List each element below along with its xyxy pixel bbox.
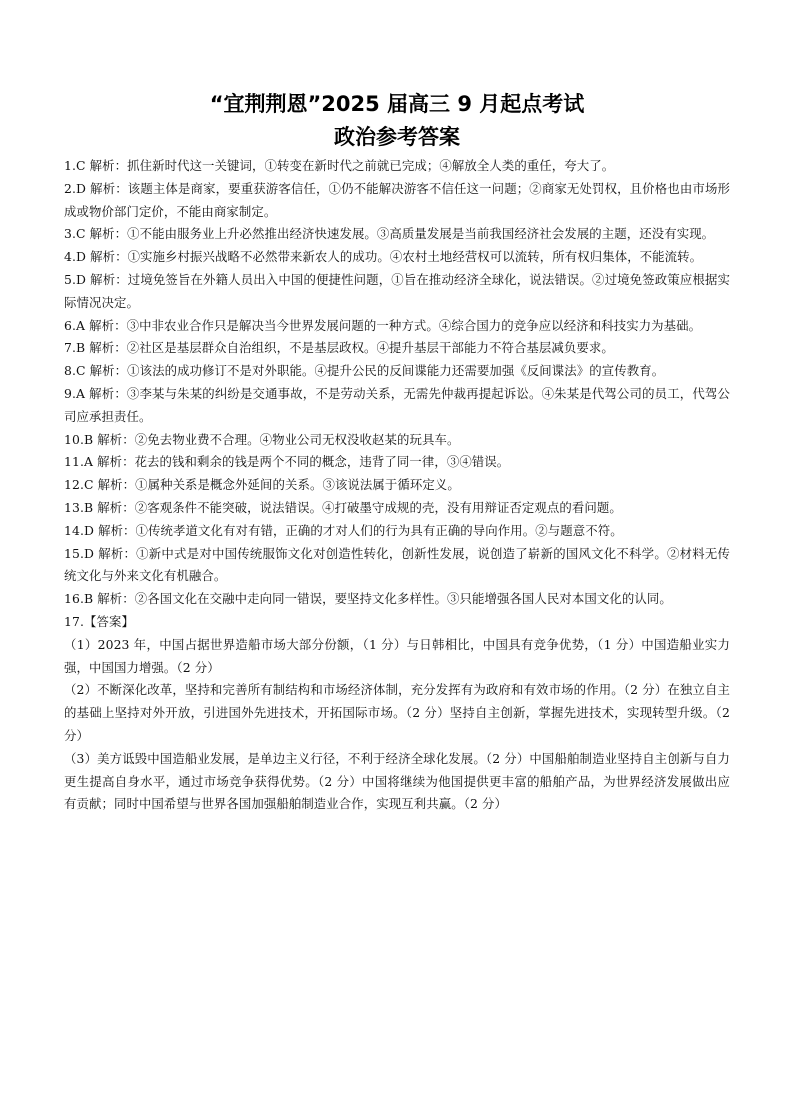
answer-item-7: 7.B 解析：②社区是基层群众自治组织，不是基层政权。④提升基层干部能力不符合基层减负要求。 xyxy=(64,340,614,356)
answer-item-11: 11.A 解析：花去的钱和剩余的钱是两个不同的概念，违背了同一律，③④错误。 xyxy=(64,454,510,470)
answer-item-8: 8.C 解析：①该法的成功修订不是对外职能。④提升公民的反间谍能力还需要加强《反间谍法》的宣传教育。 xyxy=(64,363,665,379)
answer-list xyxy=(64,155,730,816)
page-title: “宜荆荆恩”2025 届高三 9 月起点考试 xyxy=(209,92,585,116)
answer-item-3: 3.C 解析：①不能由服务业上升必然推出经济快速发展。③高质量发展是当前我国经济社会发展的主题，还没有实现。 xyxy=(64,226,715,242)
answer-item-10: 10.B 解析：②免去物业费不合理。④物业公司无权没收赵某的玩具车。 xyxy=(64,431,460,447)
answer-item-15: 15.D 解析：①新中式是对中国传统服饰文化对创造性转化，创新性发展，说创造了崭新的国风文化不科学。②材料无传统文化与外来文化有机融合。 xyxy=(64,545,730,584)
answer-item-2: 2.D 解析：该题主体是商家，要重获游客信任，①仍不能解决游客不信任这一问题；②商家无处罚权，且价格也由市场形成或物价部门定价，不能由商家制定。 xyxy=(64,180,730,219)
answer-item-16: 16.B 解析：②各国文化在交融中走向同一错误，要坚持文化多样性。③只能增强各国人民对本国文化的认同。 xyxy=(64,591,672,607)
answer-item-9: 9.A 解析：③李某与朱某的纠纷是交通事故，不是劳动关系，无需先仲裁再提起诉讼。④朱某是代驾公司的员工，代驾公司应承担责任。 xyxy=(64,385,730,424)
answer-item-6: 6.A 解析：③中非农业合作只是解决当今世界发展问题的一种方式。④综合国力的竞争应以经济和科技实力为基础。 xyxy=(64,317,702,333)
answer-item-1: 1.C 解析：抓住新时代这一关键词，①转变在新时代之前就已完成；④解放全人类的重任，夸大了。 xyxy=(64,158,615,173)
answer-17-part-1: （1）2023 年，中国占据世界造船市场大部分份额，（1 分）与日韩相比，中国具有竞争优势，（1 分）中国造船业实力强，中国国力增强。（2 分） xyxy=(64,636,730,675)
answer-item-17-header: 17.【答案】 xyxy=(64,613,134,629)
answer-17-part-3: （3）美方诋毁中国造船业发展，是单边主义行径，不利于经济全球化发展。（2 分）中国船舶制造业坚持自主创新与自力更生提高自身水平，通过市场竞争获得优势。（2 分）中国将继续为他国提供更丰富的船舶产品，为世界经济发展做出应有贡献；同时中国希望与世界各国加强船舶制造业合作，实现互利共赢。（2 分） xyxy=(64,750,730,812)
page-subtitle: 政治参考答案 xyxy=(334,125,460,149)
answer-item-13: 13.B 解析：②客观条件不能突破，说法错误。④打破墨守成规的壳，没有用辩证否定观点的看问题。 xyxy=(64,499,622,515)
answer-17-part-2: （2）不断深化改革，坚持和完善所有制结构和市场经济体制，充分发挥有为政府和有效市场的作用。（2 分）在独立自主的基础上坚持对外开放，引进国外先进技术，开拓国际市场。（2 分）坚持自主创新，掌握先进技术，实现转型升级。（2 分） xyxy=(64,682,730,743)
answer-item-5: 5.D 解析：过境免签旨在外籍人员出入中国的便捷性问题，①旨在推动经济全球化，说法错误。②过境免签政策应根据实际情况决定。 xyxy=(64,271,730,310)
answer-item-4: 4.D 解析：①实施乡村振兴战略不必然带来新农人的成功。④农村土地经营权可以流转，所有权归集体，不能流转。 xyxy=(64,249,703,265)
answer-item-14: 14.D 解析：①传统孝道文化有对有错，正确的才对人们的行为具有正确的导向作用。②与题意不符。 xyxy=(64,522,623,538)
answer-item-12: 12.C 解析：①属种关系是概念外延间的关系。③该说法属于循环定义。 xyxy=(64,477,460,493)
